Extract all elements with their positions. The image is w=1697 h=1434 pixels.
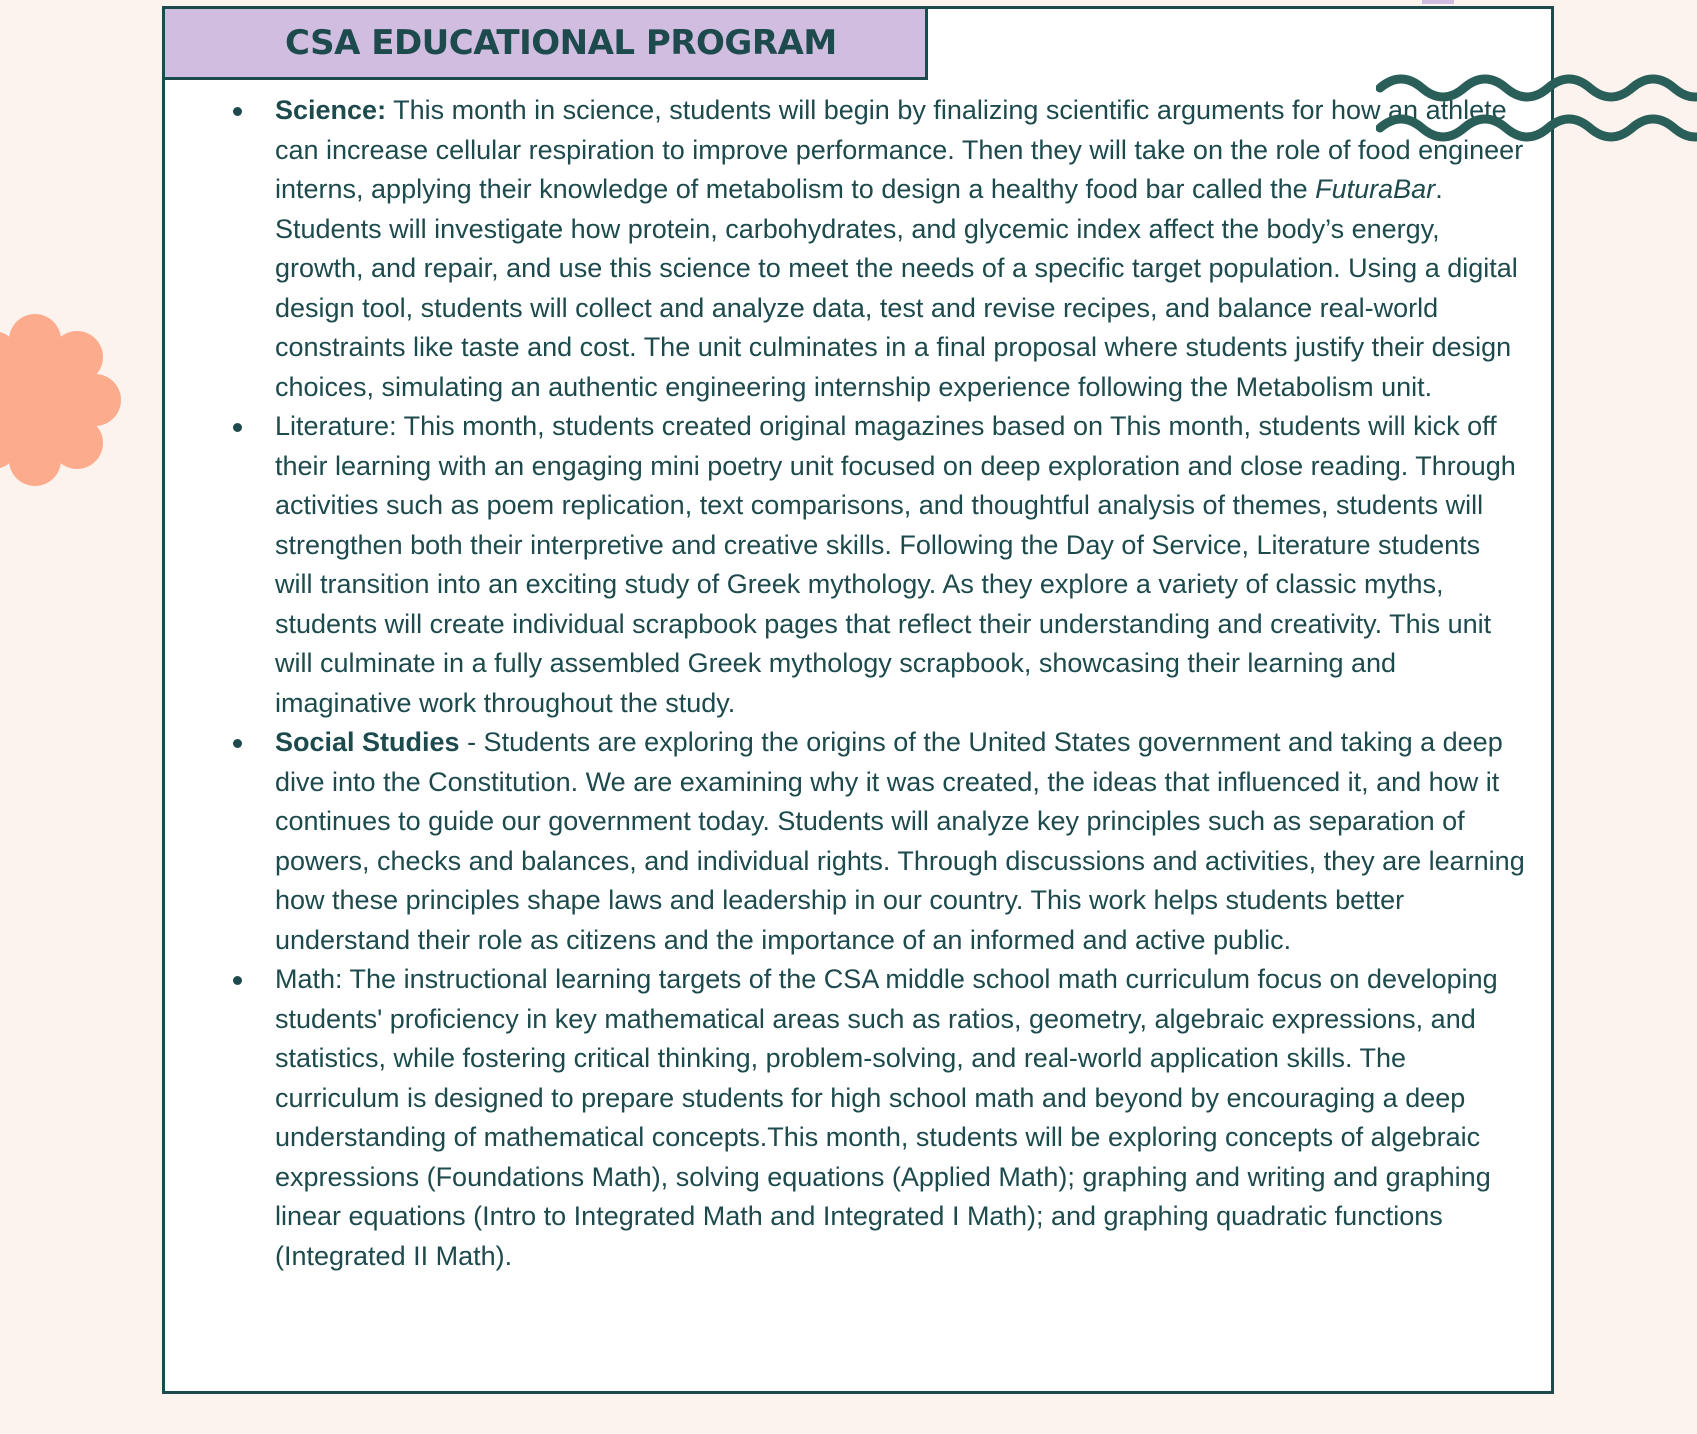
title-banner — [162, 6, 928, 80]
bullet-icon — [233, 423, 242, 432]
top-edge-accent — [1422, 0, 1454, 4]
scalloped-flower-decoration — [0, 305, 130, 495]
list-item-social-studies — [225, 723, 1525, 960]
futurabar-title: FuturaBar — [1315, 174, 1436, 204]
list-item-science — [225, 91, 1525, 407]
literature-text: Literature: This month, students created original magazines based on This month, students will kick off their learning with an engaging mini poetry unit focused on deep exploration and close reading. Through activities such as poem replication, text comparisons, and thoughtful analysis of themes, students will strengthen both their interpretive and creative skills. Following the Day of Service, Literature students will transition into an exciting study of Greek mythology. As they explore a variety of classic myths, students will create individual scrapbook pages that reflect their understanding and creativity. This unit will culminate in a fully assembled Greek mythology scrapbook, showcasing their learning and imaginative work throughout the study. — [275, 411, 1516, 718]
subject-list — [225, 91, 1525, 1276]
program-card — [162, 6, 1554, 1394]
list-item-literature — [225, 407, 1525, 723]
list-item-math — [225, 960, 1525, 1276]
science-text-part1: This month in science, students will begin by finalizing scientific arguments for how an athlete can increase cellular respiration to improve performance. Then they will take on the role of food engineer interns, applying their knowledge of metabolism to design a healthy food bar called the — [275, 95, 1524, 204]
bullet-icon — [233, 739, 242, 748]
subject-label-social-studies: Social Studies — [275, 727, 460, 757]
math-text: Math: The instructional learning targets of the CSA middle school math curriculum focus on developing students' proficiency in key mathematical areas such as ratios, geometry, algebraic expressions, and statistics, while fostering critical thinking, problem-solving, and real-world application skills. The curriculum is designed to prepare students for high school math and beyond by encouraging a deep understanding of mathematical concepts.This month, students will be exploring concepts of algebraic expressions (Foundations Math), solving equations (Applied Math); graphing and writing and graphing linear equations (Intro to Integrated Math and Integrated I Math); and graphing quadratic functions (Integrated II Math). — [275, 964, 1498, 1271]
social-studies-text: - Students are exploring the origins of the United States government and taking a deep dive into the Constitution. We are examining why it was created, the ideas that influenced it, and how it continues to guide our government today. Students will analyze key principles such as separation of powers, checks and balances, and individual rights. Through discussions and activities, they are learning how these principles shape laws and leadership in our country. This work helps students better understand their role as citizens and the importance of an informed and active public. — [275, 727, 1525, 955]
bullet-icon — [233, 107, 242, 116]
bullet-icon — [233, 976, 242, 985]
wavy-lines-decoration — [1376, 70, 1697, 150]
subject-label-science: Science: — [275, 95, 387, 125]
science-text-part2: . Students will investigate how protein, carbohydrates, and glycemic index affect the body’s energy, growth, and repair, and use this science to meet the needs of a specific target population. Using a digital design tool, students will collect and analyze data, test and revise recipes, and balance real-world constraints like taste and cost. The unit culminates in a final proposal where students justify their design choices, simulating an authentic engineering internship experience following the Metabolism unit. — [275, 174, 1518, 402]
page-title: CSA EDUCATIONAL PROGRAM — [285, 23, 837, 63]
